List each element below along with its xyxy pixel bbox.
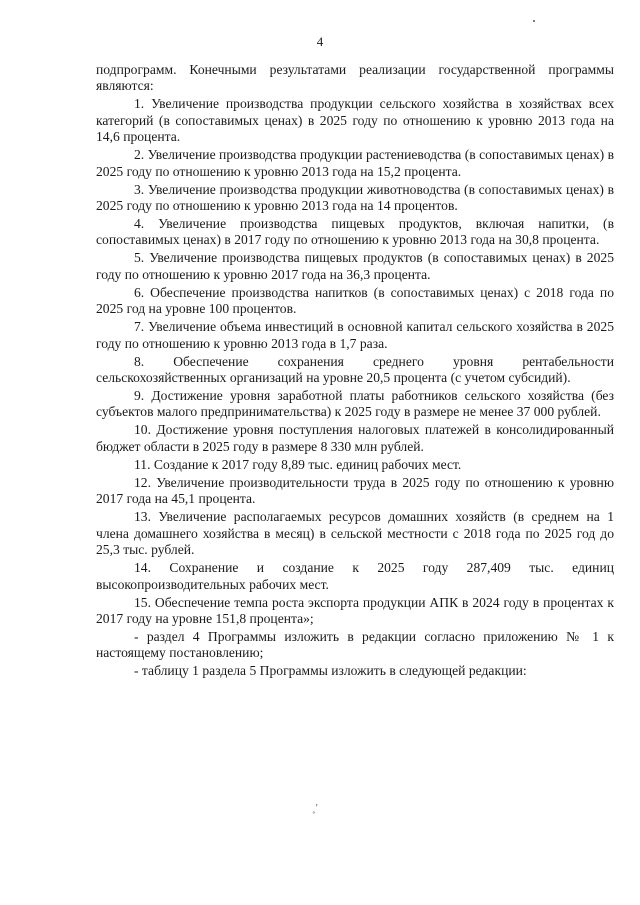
paragraph-item-12: 12. Увеличение производительности труда в 2025 году по отношению к уровню 2017 года на 45,1 процента. bbox=[96, 474, 614, 507]
paragraph-item-4: 4. Увеличение производства пищевых продуктов, включая напитки, (в сопоставимых ценах) в 2017 году по отношению к уровню 2013 года на 30,8 процента. bbox=[96, 216, 614, 248]
page-number: 4 bbox=[316, 34, 324, 49]
paragraph-table-1: - таблицу 1 раздела 5 Программы изложить в следующей редакции: bbox=[134, 663, 527, 679]
paragraph-item-1: 1. Увеличение производства продукции сельского хозяйства в хозяйствах всех категорий (в сопоставимых ценах) в 2025 году по отношению к уровню 2013 года на 14,6 процента. bbox=[96, 96, 614, 145]
paragraph-item-8: 8. Обеспечение сохранения среднего уровня рентабельности сельскохозяйственных организаций на уровне 20,5 процента (с учетом субсидий). bbox=[96, 353, 614, 386]
paragraph-item-9: 9. Достижение уровня заработной платы работников сельского хозяйства (без субъектов малого предпринимательства) к 2025 году в размере не менее 37 000 рублей. bbox=[96, 388, 614, 420]
paragraph-item-13: 13. Увеличение располагаемых ресурсов домашних хозяйств (в среднем на 1 члена домашнего хозяйства в месяц) в сельской местности с 2018 года по 2025 год до 25,3 тыс. рублей. bbox=[96, 509, 614, 558]
paragraph-item-11: 11. Создание к 2017 году 8,89 тыс. единиц рабочих мест. bbox=[134, 456, 462, 472]
scan-artifact-mark: ˳′ bbox=[312, 802, 319, 814]
paragraph-item-5: 5. Увеличение производства пищевых продуктов (в сопоставимых ценах) в 2025 году по отношению к уровню 2017 года на 36,3 процента. bbox=[96, 250, 614, 282]
scan-artifact-dot bbox=[533, 20, 535, 22]
paragraph-item-10: 10. Достижение уровня поступления налоговых платежей в консолидированный бюджет области в 2025 году в размере 8 330 млн рублей. bbox=[96, 422, 614, 454]
paragraph-item-7: 7. Увеличение объема инвестиций в основной капитал сельского хозяйства в 2025 году по отношению к уровню 2013 года в 1,7 раза. bbox=[96, 319, 614, 351]
paragraph-intro: подпрограмм. Конечными результатами реализации государственной программы являются: bbox=[96, 62, 614, 94]
paragraph-section-4: - раздел 4 Программы изложить в редакции согласно приложению № 1 к настоящему постановлению; bbox=[96, 628, 614, 661]
paragraph-item-14: 14. Сохранение и создание к 2025 году 287,409 тыс. единиц высокопроизводительных рабочих мест. bbox=[96, 560, 614, 592]
paragraph-item-15: 15. Обеспечение темпа роста экспорта продукции АПК в 2024 году в процентах к 2017 году на уровне 151,8 процента»; bbox=[96, 594, 614, 626]
paragraph-item-6: 6. Обеспечение производства напитков (в сопоставимых ценах) с 2018 года по 2025 год на уровне 100 процентов. bbox=[96, 284, 614, 317]
document-body bbox=[96, 62, 614, 681]
paragraph-item-2: 2. Увеличение производства продукции растениеводства (в сопоставимых ценах) в 2025 году по отношению к уровню 2013 года на 15,2 процента. bbox=[96, 147, 614, 179]
paragraph-item-3: 3. Увеличение производства продукции животноводства (в сопоставимых ценах) в 2025 году по отношению к уровню 2013 года на 14 процентов. bbox=[96, 181, 614, 214]
